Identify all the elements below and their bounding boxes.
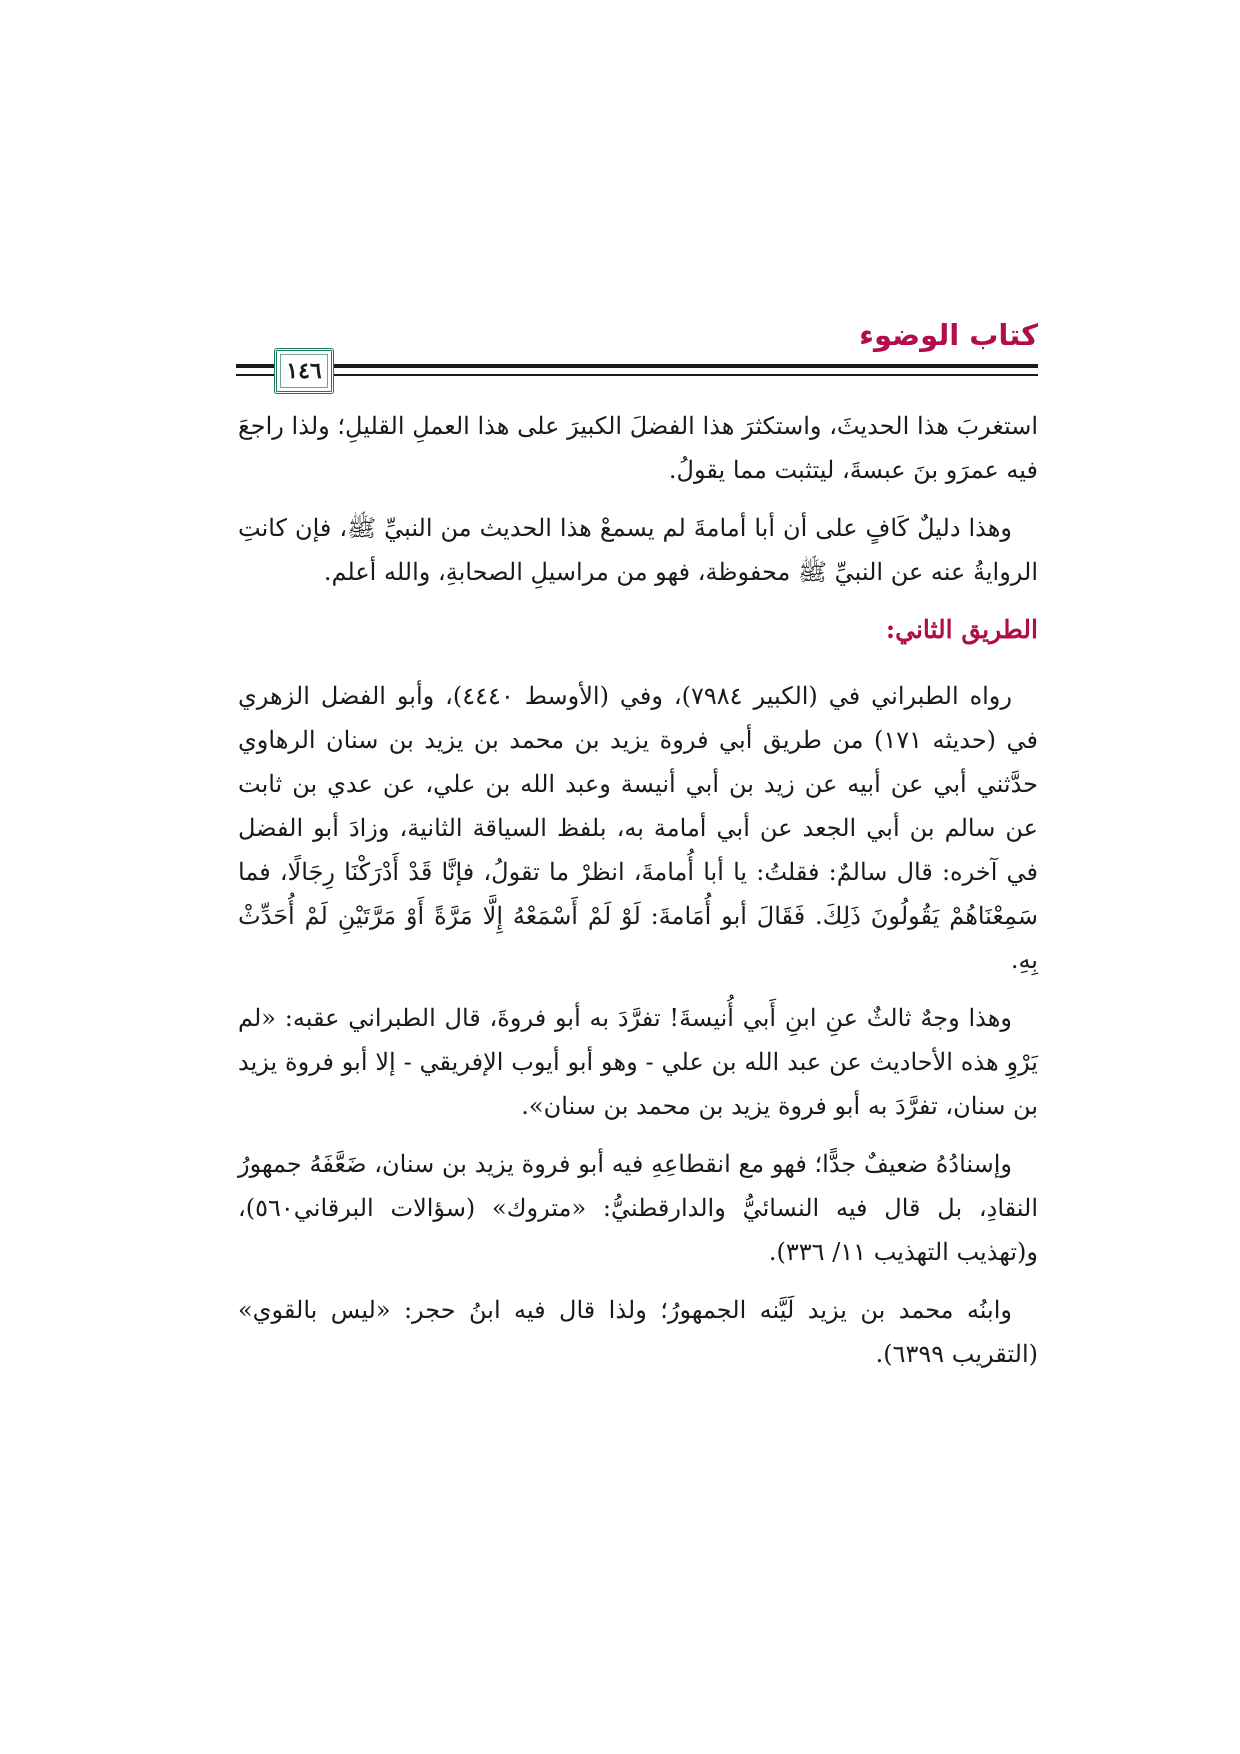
- book-title: كتاب الوضوء: [859, 318, 1038, 352]
- header-rule-thin: [236, 374, 1038, 376]
- paragraph-2: وهذا دليلٌ كَافٍ على أن أبا أمامةَ لم يسمعْ هذا الحديث من النبيِّ ﷺ، فإن كانتِ الروايةُ عنه عن النبيِّ ﷺ محفوظة، فهو من مراسيلِ الصحابةِ، والله أعلم.: [238, 514, 1038, 586]
- paragraph-5: وإسنادُهُ ضعيفٌ جدًّا؛ فهو مع انقطاعِهِ فيه أبو فروة يزيد بن سنان، ضَعَّفَهُ جمهورُ النقادِ، بل قال فيه النسائيُّ والدارقطنيُّ: «متروك» (سؤالات البرقاني٥٦٠)، و(تهذيب التهذيب ١١/ ٣٣٦).: [238, 1150, 1038, 1266]
- paragraph-6: وابنُه محمد بن يزيد لَيَّنه الجمهورُ؛ ولذا قال فيه ابنُ حجر: «ليس بالقوي» (التقريب ٦٣٩٩).: [238, 1296, 1038, 1368]
- page-header: [236, 318, 1038, 388]
- page-number-frame: [274, 348, 334, 394]
- paragraph-1: استغربَ هذا الحديثَ، واستكثرَ هذا الفضلَ الكبيرَ على هذا العملِ القليلِ؛ ولذا راجعَ فيه عمرَو بنَ عبسةَ، ليتثبت مما يقولُ.: [238, 412, 1038, 484]
- paragraph-4: وهذا وجهٌ ثالثٌ عنِ ابنِ أَبي أُنيسةَ! تفرَّدَ به أبو فروةَ، قال الطبراني عقبه: «لم يَرْوِ هذه الأحاديث عن عبد الله بن علي - وهو أبو أيوب الإفريقي - إلا أبو فروة يزيد بن سنان، تفرَّدَ به أبو فروة يزيد بن محمد بن سنان».: [238, 1004, 1038, 1120]
- page-body: [238, 404, 1038, 1390]
- paragraph-3: رواه الطبراني في (الكبير ٧٩٨٤)، وفي (الأوسط ٤٤٤٠)، وأبو الفضل الزهري في (حديثه ١٧١) من طريق أبي فروة يزيد بن محمد بن يزيد بن سنان الرهاوي حدَّثني أبي عن أبيه عن زيد بن أبي أنيسة وعبد الله بن علي، عن عدي بن ثابت عن سالم بن أبي الجعد عن أبي أمامة به، بلفظ السياقة الثانية، وزادَ أبو الفضل في آخره: قال سالمٌ: فقلتُ: يا أبا أُمامةَ، انظرْ ما تقولُ، فإنَّا قَدْ أَدْرَكْنَا رِجَالًا، فما سَمِعْنَاهُمْ يَقُولُونَ ذَلِكَ. فَقَالَ أبو أُمَامةَ: لَوْ لَمْ أَسْمَعْهُ إِلَّا مَرَّةً أَوْ مَرَّتَيْنِ لَمْ أُحَدِّثْ بِهِ.: [238, 682, 1038, 974]
- page-number: ١٤٦: [286, 358, 322, 384]
- header-rule-thick: [236, 364, 1038, 368]
- section-heading: الطريق الثاني:: [885, 615, 1038, 644]
